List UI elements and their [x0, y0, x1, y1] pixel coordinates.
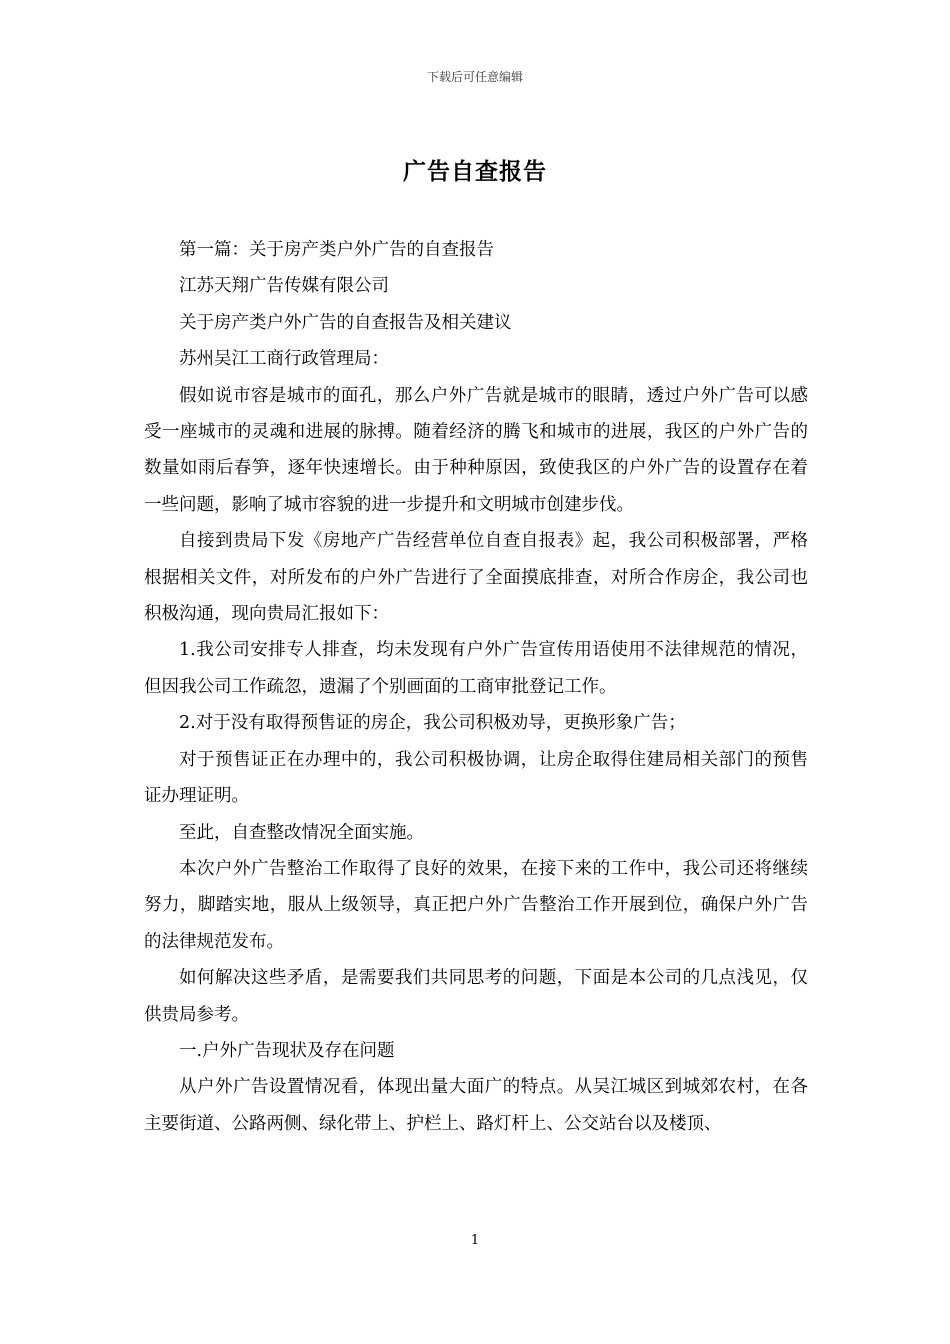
- body-paragraph: 自接到贵局下发《房地产广告经营单位自查自报表》起，我公司积极部署，严格根据相关文件，对所发布的户外广告进行了全面摸底排查，对所合作房企，我公司也积极沟通，现向贵局汇报如下：: [144, 531, 808, 625]
- body-paragraph: 从户外广告设置情况看，体现出量大面广的特点。从吴江城区到城郊农村，在各主要街道、公路两侧、绿化带上、护栏上、路灯杆上、公交站台以及楼顶、: [144, 1077, 808, 1134]
- body-paragraph: 假如说市容是城市的面孔，那么户外广告就是城市的眼睛，透过户外广告可以感受一座城市的灵魂和进展的脉搏。随着经济的腾飞和城市的进展，我区的户外广告的数量如雨后春笋，逐年快速增长。由于种种原因，致使我区的户外广告的设置存在着一些问题，影响了城市容貌的进一步提升和文明城市创建步伐。: [144, 385, 808, 515]
- body-paragraph: 对于预售证正在办理中的，我公司积极协调，让房企取得住建局相关部门的预售证办理证明。: [144, 749, 808, 807]
- section-heading: 第一篇：关于房产类户外广告的自查报告: [179, 240, 494, 260]
- section-heading: 一.户外广告现状及存在问题: [179, 1040, 395, 1061]
- header-note: 下载后可任意编辑: [426, 70, 523, 84]
- numbered-item: 2.对于没有取得预售证的房企，我公司积极劝导，更换形象广告；: [179, 713, 686, 734]
- numbered-item: 1.我公司安排专人排查，均未发现有户外广告宣传用语使用不法律规范的情况，但因我公司工作疏忽，遗漏了个别画面的工商审批登记工作。: [144, 640, 808, 697]
- document-body: [144, 232, 808, 1142]
- page-number: 1: [470, 1233, 480, 1248]
- body-paragraph: 如何解决这些矛盾，是需要我们共同思考的问题，下面是本公司的几点浅见，仅供贵局参考。: [144, 968, 808, 1025]
- document-title: 广告自查报告: [403, 158, 547, 185]
- body-paragraph: 本次户外广告整治工作取得了良好的效果，在接下来的工作中，我公司还将继续努力，脚踏实地，服从上级领导，真正把户外广告整治工作开展到位，确保户外广告的法律规范发布。: [144, 858, 808, 952]
- report-subtitle: 关于房产类户外广告的自查报告及相关建议: [179, 312, 512, 333]
- company-name: 江苏天翔广告传媒有限公司: [179, 276, 389, 297]
- body-paragraph: 至此，自查整改情况全面实施。: [179, 822, 424, 843]
- addressee: 苏州吴江工商行政管理局：: [179, 349, 389, 370]
